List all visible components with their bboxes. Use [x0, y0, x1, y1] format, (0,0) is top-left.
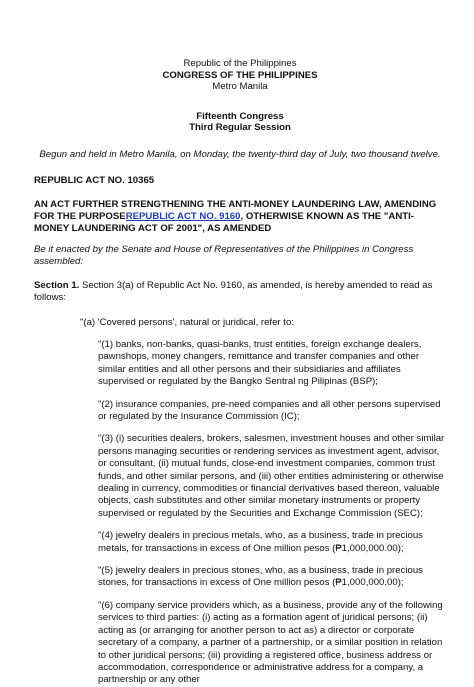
act-title-part2: , OTHERWISE KNOWN AS THE "ANTI-MONEY LAUNDERING ACT OF 2001", AS AMENDED — [34, 210, 414, 234]
enacting-clause: Be it enacted by the Senate and House of Representatives of the Philippines in Congress assembled: — [34, 243, 414, 267]
section-1-label: Section 1. — [34, 279, 80, 291]
republic-act-number: REPUBLIC ACT NO. 10365 — [34, 174, 155, 186]
city-line: Metro Manila — [212, 81, 268, 93]
session-line: Third Regular Session — [189, 122, 291, 134]
section-1-text: Section 3(a) of Republic Act No. 9160, as amended, is hereby amended to read as follows: — [34, 279, 433, 303]
congress-line: CONGRESS OF THE PHILIPPINES — [162, 69, 318, 81]
document-header — [34, 0, 446, 134]
act-title-part1: AN ACT FURTHER STRENGTHENING THE ANTI-MONEY LAUNDERING LAW, AMENDING FOR THE PURPOSE — [34, 198, 437, 222]
list-item: "(6) company service providers which, as a business, provide any of the following services to third parties: (i) acting as a formation agent of juridical persons; (ii) acting as (or arranging for another person to act as) a director or corporate secretary of a company, a partner of a partnership, or a similar position in relation to other juridical persons; (iii) providing a registered office, business address or accommodation, correspondence or administrative address for a company, a partnership or any other — [98, 599, 443, 686]
list-item: "(4) jewelry dealers in precious metals, who, as a business, trade in precious metals, for transactions in excess of One million pesos (₱1,000,000.00); — [98, 530, 423, 554]
act-title — [34, 199, 446, 235]
republic-line: Republic of the Philippines — [183, 58, 297, 69]
paragraph-a: "(a) 'Covered persons', natural or juridical, refer to: — [80, 316, 294, 328]
list-item: "(5) jewelry dealers in precious stones, who, as a business, trade in precious stones, for transactions in excess of One million pesos (₱1,000,000.00); — [98, 565, 423, 589]
ra-9160-link[interactable]: REPUBLIC ACT NO. 9160 — [125, 210, 241, 222]
list-item: "(1) banks, non-banks, quasi-banks, trust entities, foreign exchange dealers, pawnshops, money changers, remittance and transfer companies and other similar entities and all other persons and their subsidiaries and affiliates supervised or regulated by the Bangko Sentral ng Pilipinas (BSP); — [98, 338, 422, 388]
section-1 — [34, 280, 446, 304]
begun-clause: Begun and held in Metro Manila, on Monday, the twenty-third day of July, two thousand twelve. — [39, 148, 441, 160]
congress-number: Fifteenth Congress — [196, 110, 284, 122]
list-item: "(3) (i) securities dealers, brokers, salesmen, investment houses and other similar persons managing securities or rendering services as investment agent, advisor, or consultant, (ii) mutual funds, close-end investment companies, common trust funds, and other similar persons, and (iii) other entities administering or otherwise dealing in currency, commodities or financial derivatives based thereon, valuable objects, cash substitutes and other similar monetary instruments or property supervised or regulated by the Securities and Exchange Commission (SEC); — [98, 433, 445, 519]
list-item: "(2) insurance companies, pre-need companies and all other persons supervised or regulated by the Insurance Commission (IC); — [98, 398, 441, 422]
